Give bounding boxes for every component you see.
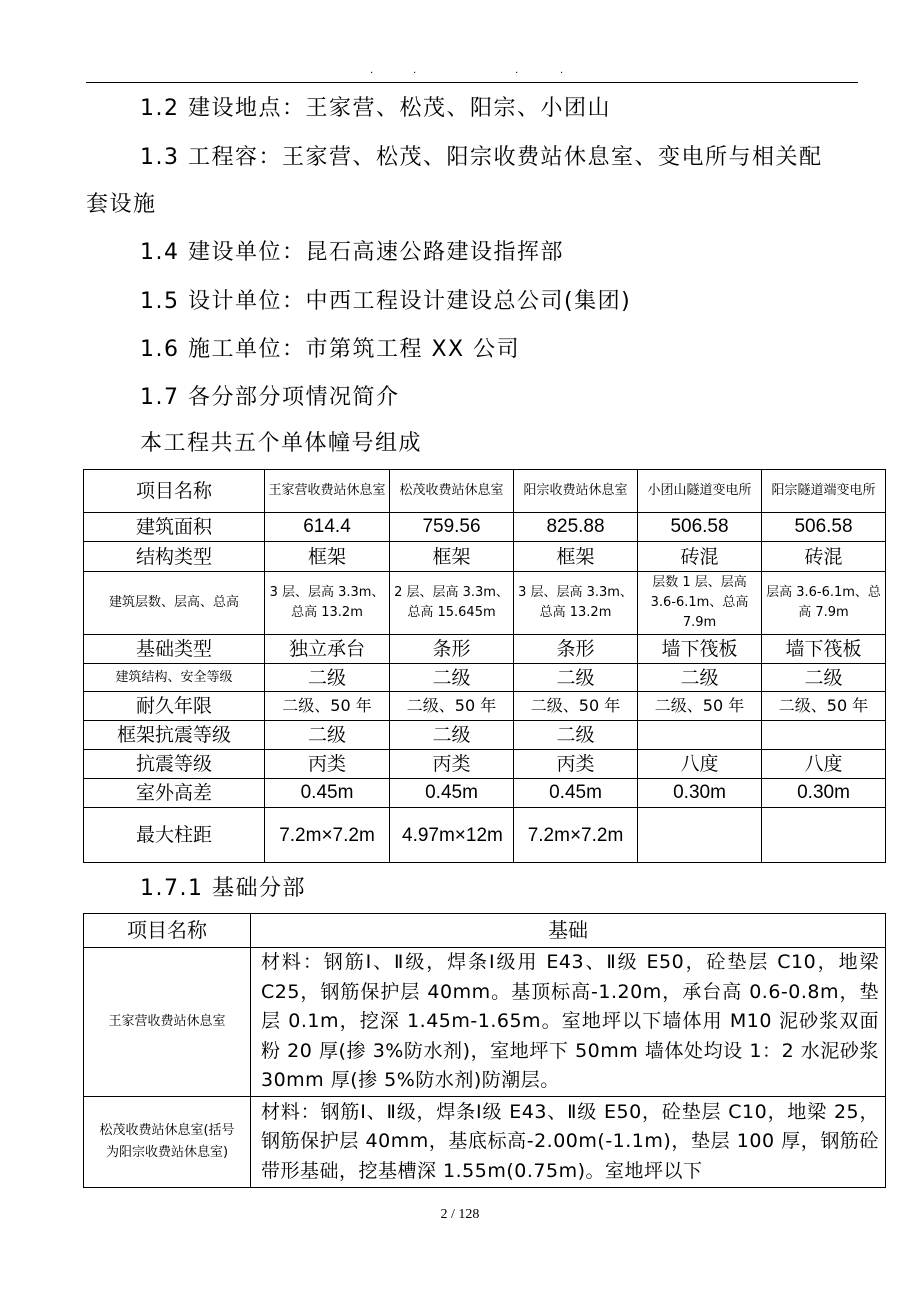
table-cell: 层高 3.6-6.1m、总高 7.9m [762, 572, 886, 635]
table-cell: 框架 [390, 542, 514, 572]
table-row [84, 692, 886, 721]
table-row [84, 808, 886, 863]
table-cell: 3 层、层高 3.3m、总高 13.2m [514, 572, 638, 635]
header-dot: . [560, 65, 564, 76]
row-label: 室外高差 [84, 779, 265, 808]
table-cell: 3 层、层高 3.3m、总高 13.2m [265, 572, 390, 635]
page-number: 2 / 128 [440, 1207, 480, 1222]
row-label: 建筑面积 [84, 513, 265, 542]
header-cell: 小团山隧道变电所 [638, 470, 762, 513]
section-heading-foundation: 1.7.1 基础分部 [140, 876, 306, 901]
header-cell-label: 项目名称 [84, 914, 251, 948]
table-cell: 框架 [265, 542, 390, 572]
table-cell: 丙类 [514, 750, 638, 779]
table-cell: 八度 [762, 750, 886, 779]
header-dot: . [413, 65, 417, 76]
table-cell: 框架 [514, 542, 638, 572]
row-label: 基础类型 [84, 635, 265, 664]
table-cell: 0.45m [390, 779, 514, 808]
table-cell: 二级 [762, 664, 886, 692]
table-cell: 材料：钢筋Ⅰ、Ⅱ级，焊条Ⅰ级 E43、Ⅱ级 E50，砼垫层 C10，地梁 25，钢筋保护层 40mm，基底标高-2.00m(-1.1m)，垫层 100 厚，钢筋砼带形基础，挖基槽深 1.55m(0.75m)。室地坪以下 [251, 1097, 886, 1188]
table-cell: 二级 [514, 721, 638, 750]
table-cell: 2 层、层高 3.3m、总高 15.645m [390, 572, 514, 635]
paragraph-contractor: 1.6 施工单位：市第筑工程 XX 公司 [140, 337, 521, 362]
table-cell: 二级 [638, 664, 762, 692]
table-row [84, 664, 886, 692]
row-label: 王家营收费站休息室 [84, 948, 251, 1097]
table-cell: 墙下筏板 [762, 635, 886, 664]
section-heading: 1.7 各分部分项情况简介 [140, 385, 400, 410]
header-cell: 松茂收费站休息室 [390, 470, 514, 513]
table-cell: 条形 [390, 635, 514, 664]
table-cell: 0.30m [638, 779, 762, 808]
header-cell: 阳宗收费站休息室 [514, 470, 638, 513]
table-cell: 条形 [514, 635, 638, 664]
table-row [84, 635, 886, 664]
table-cell: 7.2m×7.2m [514, 808, 638, 863]
table-cell: 二级、50 年 [638, 692, 762, 721]
row-label: 耐久年限 [84, 692, 265, 721]
table-row [84, 513, 886, 542]
table-row [84, 572, 886, 635]
row-label: 最大柱距 [84, 808, 265, 863]
row-label: 抗震等级 [84, 750, 265, 779]
table-cell: 二级、50 年 [514, 692, 638, 721]
header-dot: . [515, 65, 519, 76]
table-cell: 层数 1 层、层高 3.6-6.1m、总高 7.9m [638, 572, 762, 635]
table-cell: 二级、50 年 [390, 692, 514, 721]
row-label: 结构类型 [84, 542, 265, 572]
table-cell: 八度 [638, 750, 762, 779]
table-cell: 4.97m×12m [390, 808, 514, 863]
row-label: 建筑结构、安全等级 [84, 664, 265, 692]
table-cell: 7.2m×7.2m [265, 808, 390, 863]
table-cell: 二级、50 年 [265, 692, 390, 721]
table-row [84, 721, 886, 750]
table-cell: 0.45m [514, 779, 638, 808]
row-label: 框架抗震等级 [84, 721, 265, 750]
header-rule [86, 82, 858, 83]
table-cell: 759.56 [390, 513, 514, 542]
table-cell: 丙类 [265, 750, 390, 779]
table-cell: 丙类 [390, 750, 514, 779]
table-cell [638, 808, 762, 863]
table-row [84, 779, 886, 808]
table-cell [762, 808, 886, 863]
table-cell: 614.4 [265, 513, 390, 542]
table-cell: 二级、50 年 [762, 692, 886, 721]
table-row [84, 542, 886, 572]
table-cell: 0.45m [265, 779, 390, 808]
row-label: 松茂收费站休息室(括号为阳宗收费站休息室) [84, 1097, 251, 1188]
table-cell: 墙下筏板 [638, 635, 762, 664]
header-cell-content: 基础 [251, 914, 886, 948]
table-header-row [84, 914, 886, 948]
table-cell: 二级 [514, 664, 638, 692]
table-cell: 二级 [390, 721, 514, 750]
table-cell: 506.58 [762, 513, 886, 542]
table-cell: 二级 [265, 664, 390, 692]
paragraph-intro: 本工程共五个单体幢号组成 [140, 431, 423, 456]
paragraph-owner: 1.4 建设单位：昆石高速公路建设指挥部 [140, 240, 564, 265]
header-dot: . [370, 65, 374, 76]
header-cell-label: 项目名称 [84, 470, 265, 513]
paragraph-designer: 1.5 设计单位：中西工程设计建设总公司(集团) [140, 289, 632, 314]
foundation-table [83, 913, 886, 1188]
table-cell: 砖混 [638, 542, 762, 572]
row-label: 建筑层数、层高、总高 [84, 572, 265, 635]
table-cell [762, 721, 886, 750]
paragraph-scope-continued: 套设施 [86, 192, 157, 217]
table-cell: 二级 [265, 721, 390, 750]
table-row [84, 750, 886, 779]
header-dots [0, 66, 920, 80]
table-row [84, 948, 886, 1097]
paragraph-location: 1.2 建设地点：王家营、松茂、阳宗、小团山 [140, 96, 611, 121]
table-row [84, 1097, 886, 1188]
table-cell [638, 721, 762, 750]
table-cell: 825.88 [514, 513, 638, 542]
header-cell: 王家营收费站休息室 [265, 470, 390, 513]
building-summary-table [83, 469, 886, 863]
table-cell: 506.58 [638, 513, 762, 542]
header-cell: 阳宗隧道端变电所 [762, 470, 886, 513]
paragraph-scope: 1.3 工程容：王家营、松茂、阳宗收费站休息室、变电所与相关配 [140, 145, 823, 170]
table-cell: 材料：钢筋Ⅰ、Ⅱ级，焊条Ⅰ级用 E43、Ⅱ级 E50，砼垫层 C10，地梁 C25，钢筋保护层 40mm。基顶标高-1.20m，承台高 0.6-0.8m，垫层 0.1m，挖深 1.45m-1.65m。室地坪以下墙体用 M10 泥砂浆双面粉 20 厚(掺 3%防水剂)，室地坪下 50mm 墙体处均设 1：2 水泥砂浆 30mm 厚(掺 5%防水剂)防潮层。 [251, 948, 886, 1097]
table-header-row [84, 470, 886, 513]
table-cell: 砖混 [762, 542, 886, 572]
table-cell: 0.30m [762, 779, 886, 808]
table-cell: 独立承台 [265, 635, 390, 664]
table-cell: 二级 [390, 664, 514, 692]
